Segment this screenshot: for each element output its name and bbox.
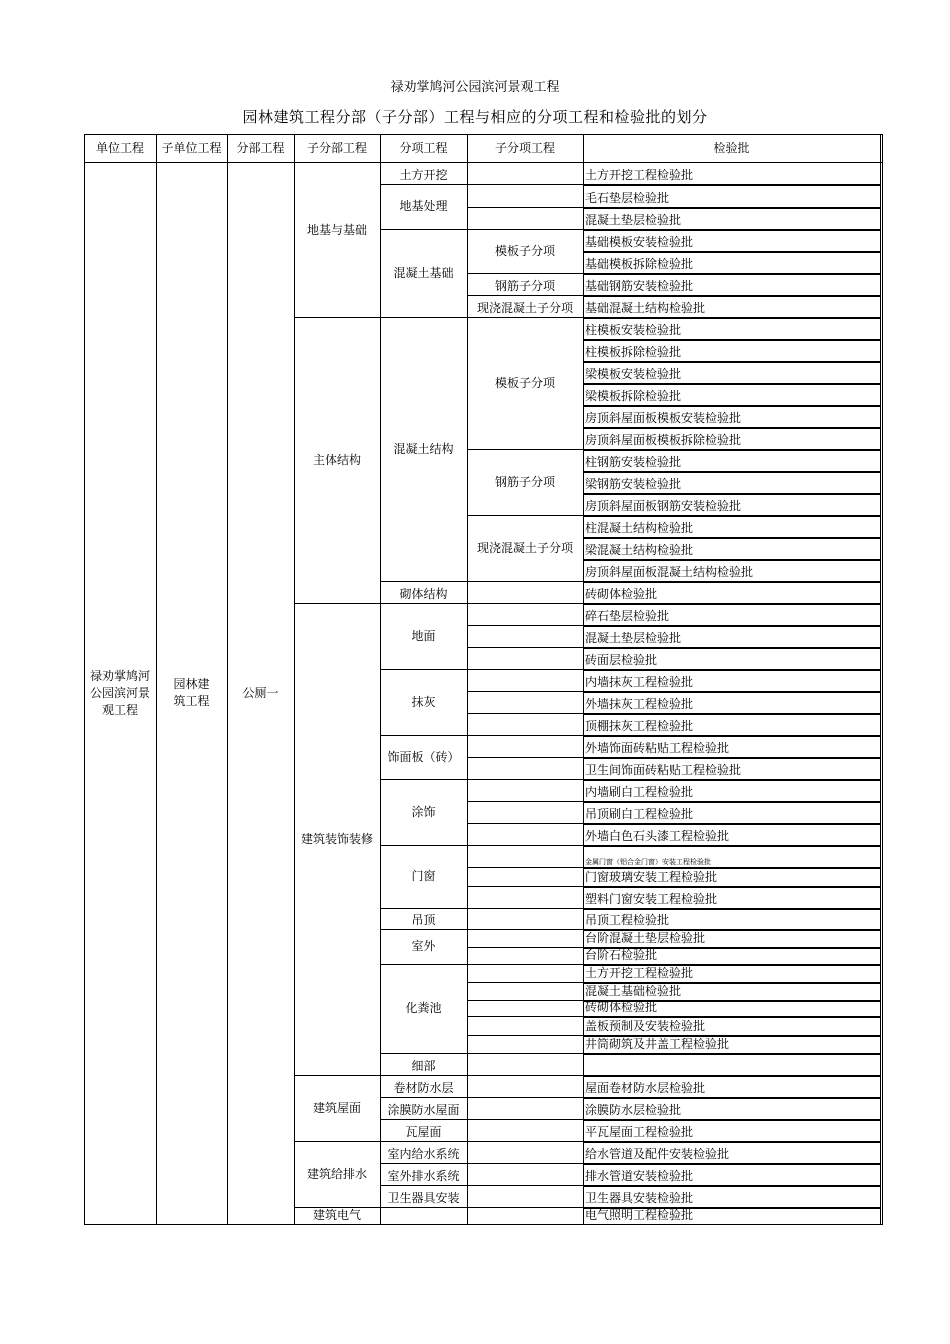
row-divider [467, 1097, 583, 1098]
row-divider [467, 1075, 583, 1076]
row-divider [467, 669, 583, 670]
batch-cell: 碎石垫层检验批 [585, 609, 670, 623]
batch-cell: 井筒砌筑及井盖工程检验批 [585, 1037, 730, 1051]
column-header: 检验批 [713, 140, 750, 155]
column-header: 单位工程 [95, 140, 144, 155]
subitem-cell: 现浇混凝土子分项 [476, 301, 573, 315]
item-cell: 混凝土结构 [393, 441, 454, 456]
batch-cell: 房顶斜屋面板钢筋安装检验批 [585, 499, 742, 513]
item-cell: 门窗 [411, 869, 436, 883]
row-divider [467, 1185, 583, 1186]
batch-cell: 台阶混凝土垫层检验批 [585, 931, 706, 945]
row-divider [467, 581, 583, 582]
subdivision-cell: 建筑屋面 [312, 1100, 361, 1115]
item-cell: 混凝土基础 [393, 265, 454, 280]
row-divider [467, 982, 583, 983]
row-divider [467, 1119, 583, 1120]
batch-cell: 外墙白色石头漆工程检验批 [585, 829, 730, 843]
item-cell: 室外排水系统 [387, 1169, 460, 1183]
subdivision-cell: 地基与基础 [306, 223, 367, 237]
item-cell: 瓦屋面 [405, 1125, 442, 1139]
item-cell: 砌体结构 [399, 587, 448, 601]
batch-cell: 混凝土垫层检验批 [585, 631, 682, 645]
row-divider [467, 735, 583, 736]
batch-cell: 基础模板安装检验批 [585, 235, 694, 249]
project-title: 禄劝掌鸠河公园滨河景观工程 [390, 80, 560, 95]
batch-cell: 砖砌体检验批 [585, 587, 658, 601]
batch-cell [583, 1053, 880, 1075]
batch-cell: 外墙抹灰工程检验批 [585, 697, 694, 711]
row-divider [467, 1163, 583, 1164]
row-divider [294, 1224, 380, 1225]
row-divider [467, 1207, 583, 1208]
batch-cell: 砖面层检验批 [585, 653, 658, 667]
batch-cell: 塑料门窗安装工程检验批 [585, 892, 718, 906]
batch-cell: 屋面卷材防水层检验批 [585, 1081, 706, 1095]
batch-cell: 盖板预制及安装检验批 [585, 1019, 706, 1033]
column-header: 子单位工程 [161, 140, 222, 155]
batch-cell: 梁混凝土结构检验批 [585, 543, 694, 557]
row-divider [467, 801, 583, 802]
row-divider [467, 845, 583, 846]
row-divider [467, 964, 583, 965]
row-divider [467, 1035, 583, 1036]
subdivision-cell: 建筑电气 [312, 1208, 361, 1222]
batch-cell: 混凝土垫层检验批 [585, 213, 682, 227]
subitem-cell: 钢筋子分项 [494, 474, 555, 489]
row-divider [467, 1000, 583, 1001]
column-header: 子分项工程 [494, 140, 555, 155]
batch-cell: 涂膜防水层检验批 [585, 1103, 682, 1117]
row-divider [380, 1224, 467, 1225]
column-divider [882, 134, 883, 1225]
subdivision-cell: 主体结构 [312, 452, 361, 467]
row-divider [467, 929, 583, 930]
row-divider [467, 823, 583, 824]
row-divider [467, 779, 583, 780]
item-cell: 细部 [411, 1059, 436, 1073]
table-title: 园林建筑工程分部（子分部）工程与相应的分项工程和检验批的划分 [242, 108, 708, 126]
row-divider [467, 886, 583, 887]
row-divider [467, 757, 583, 758]
batch-cell: 柱钢筋安装检验批 [585, 455, 682, 469]
subitem-cell: 模板子分项 [494, 243, 555, 258]
column-header: 分项工程 [399, 140, 448, 155]
unit-project-cell: 禄劝掌鸠河公园滨河景观工程 [90, 668, 151, 717]
batch-cell: 柱混凝土结构检验批 [585, 521, 694, 535]
division-cell: 公厕一 [242, 685, 279, 700]
batch-cell: 柱模板安装检验批 [585, 323, 682, 337]
item-cell: 涂饰 [411, 804, 436, 819]
batch-cell: 卫生器具安装检验批 [585, 1191, 694, 1205]
batch-cell: 柱模板拆除检验批 [585, 345, 682, 359]
batch-cell: 排水管道安装检验批 [585, 1169, 694, 1183]
item-cell: 土方开挖 [399, 168, 448, 182]
batch-cell: 门窗玻璃安装工程检验批 [585, 870, 718, 884]
batch-cell: 梁钢筋安装检验批 [585, 477, 682, 491]
row-divider [467, 207, 583, 208]
batch-cell: 毛石垫层检验批 [585, 191, 670, 205]
batch-cell: 吊顶刷白工程检验批 [585, 807, 694, 821]
batch-cell: 内墙刷白工程检验批 [585, 785, 694, 799]
batch-cell: 吊顶工程检验批 [585, 913, 670, 927]
item-cell: 吊顶 [411, 913, 436, 927]
batch-cell: 房顶斜屋面板混凝土结构检验批 [585, 565, 754, 579]
row-divider [467, 713, 583, 714]
column-header: 子分部工程 [306, 140, 367, 155]
batch-cell: 金属门窗（铝合金门窗）安装工程检验批 [585, 858, 711, 866]
item-cell: 室内给水系统 [387, 1147, 460, 1161]
item-cell: 饰面板（砖） [387, 749, 460, 764]
subdivision-cell: 建筑给排水 [306, 1166, 367, 1181]
item-cell: 化粪池 [405, 1001, 442, 1015]
subitem-cell: 现浇混凝土子分项 [476, 540, 573, 555]
row-divider [467, 1141, 583, 1142]
item-cell: 地面 [411, 628, 436, 643]
item-cell: 卫生器具安装 [387, 1191, 460, 1205]
row-divider [467, 947, 583, 948]
batch-cell: 房顶斜屋面板模板拆除检验批 [585, 433, 742, 447]
batch-cell: 外墙饰面砖粘贴工程检验批 [585, 741, 730, 755]
item-cell: 室外 [411, 939, 436, 953]
item-cell: 卷材防水层 [393, 1081, 454, 1095]
row-divider [467, 603, 583, 604]
batch-cell: 梁模板拆除检验批 [585, 389, 682, 403]
column-header: 分部工程 [236, 140, 285, 155]
subitem-cell: 钢筋子分项 [494, 279, 555, 293]
batch-cell: 顶棚抹灰工程检验批 [585, 719, 694, 733]
batch-cell: 台阶石检验批 [585, 948, 658, 962]
batch-cell: 基础模板拆除检验批 [585, 257, 694, 271]
subdivision-cell: 建筑装饰装修 [300, 831, 373, 846]
row-divider [467, 908, 583, 909]
batch-cell: 给水管道及配件安装检验批 [585, 1147, 730, 1161]
batch-cell: 混凝土基础检验批 [585, 984, 682, 998]
batch-cell: 梁模板安装检验批 [585, 367, 682, 381]
item-cell: 涂膜防水屋面 [387, 1103, 460, 1117]
batch-cell: 土方开挖工程检验批 [585, 966, 694, 980]
row-divider [84, 1224, 882, 1225]
row-divider [467, 184, 583, 185]
batch-cell: 房顶斜屋面板模板安装检验批 [585, 411, 742, 425]
column-divider [880, 134, 881, 1225]
row-divider [467, 1016, 583, 1017]
batch-cell: 砖砌体检验批 [585, 1000, 658, 1014]
batch-cell: 基础混凝土结构检验批 [585, 301, 706, 315]
subitem-cell: 模板子分项 [494, 375, 555, 390]
batch-cell: 基础钢筋安装检验批 [585, 279, 694, 293]
item-cell: 地基处理 [399, 199, 448, 213]
row-divider [467, 647, 583, 648]
item-cell: 抹灰 [411, 694, 436, 709]
division-table [84, 134, 882, 1226]
row-divider [467, 691, 583, 692]
row-divider [380, 1207, 467, 1208]
row-divider [467, 1053, 583, 1054]
batch-cell: 卫生间饰面砖粘贴工程检验批 [585, 763, 742, 777]
batch-cell: 平瓦屋面工程检验批 [585, 1125, 694, 1139]
row-divider [467, 867, 583, 868]
sub-unit-project-cell: 园林建筑工程 [173, 677, 210, 708]
batch-cell: 电气照明工程检验批 [585, 1208, 694, 1222]
batch-cell: 内墙抹灰工程检验批 [585, 675, 694, 689]
row-divider [467, 625, 583, 626]
batch-cell: 土方开挖工程检验批 [585, 168, 694, 182]
